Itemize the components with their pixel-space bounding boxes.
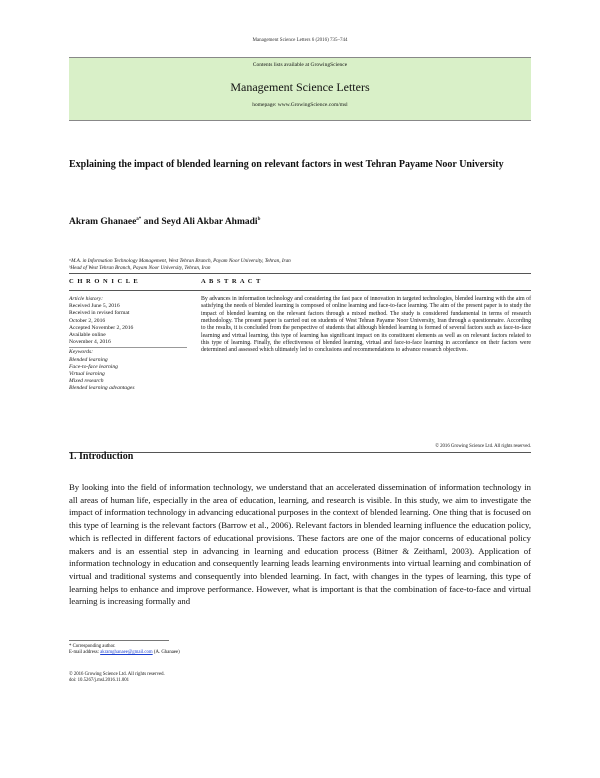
affiliation-b: ᵇHead of West Tehran Branch, Payam Noor University, Tehran, Iran bbox=[69, 265, 211, 271]
chronicle-heading: C H R O N I C L E bbox=[69, 278, 139, 285]
article-info bbox=[69, 296, 187, 393]
history-line: November 4, 2016 bbox=[69, 339, 111, 346]
email-line bbox=[69, 650, 369, 656]
affiliation-a: ᵃM.A. in Information Technology Management, West Tehran Branch, Payam Noor University, Tehran, Iran bbox=[69, 258, 291, 264]
corresponding-author-note: * Corresponding author. bbox=[69, 644, 116, 649]
abstract-heading: A B S T R A C T bbox=[201, 278, 262, 285]
keywords-divider bbox=[69, 347, 187, 348]
author-2: Seyd Ali Akbar Ahmadi bbox=[161, 217, 258, 228]
footnote bbox=[69, 644, 369, 656]
journal-homepage[interactable]: homepage: www.GrowingScience.com/msl bbox=[252, 102, 348, 108]
author-line bbox=[69, 217, 529, 227]
journal-title: Management Science Letters bbox=[230, 80, 370, 94]
email-label: E-mail address: bbox=[69, 650, 101, 656]
history-line: Received in revised format bbox=[69, 310, 130, 317]
running-head: Management Science Letters 6 (2016) 735–744 bbox=[252, 38, 348, 43]
divider-heads bbox=[69, 290, 531, 291]
abstract-copyright: © 2016 Growing Science Ltd. All rights reserved. bbox=[435, 444, 531, 449]
keyword-item: Blended learning advantages bbox=[69, 385, 135, 392]
footer-doi[interactable]: doi: 10.5267/j.msl.2016.11.001 bbox=[69, 678, 130, 684]
affiliations bbox=[69, 258, 529, 272]
history-line: Accepted November 2, 2016 bbox=[69, 324, 134, 331]
keyword-item: Mixed research bbox=[69, 378, 104, 385]
article-title: Explaining the impact of blended learning on relevant factors in west Tehran Payame Noor University bbox=[69, 159, 504, 170]
email-suffix: (A. Ghanaee) bbox=[152, 650, 180, 656]
abstract-text: By advances in information technology and considering the fast pace of innovation in targeted technologies, blended learning with the aim of satisfying the needs of blended learning is composed of online learning and face-to-face learning. The aim of the present paper is to study the impact of blended learning on the relevant factors through a mixed method. The study is considered fundamental in terms of research methodology. The present paper is carried out on students of West Tehran Payame Noor University, Iran through a questionnaire. According to the results, it is concluded from the perspective of students that although blended learning is formed of several factors such as face-to-face learning and virtual learning, this type of learning has significant impact on its constituent elements as well as on relevant factors related to this type of learning. Finally, the effectiveness of blended learning, virtual and face-to-face learning in accordance on their factors were determined and assessed which ultimately led to conclusions and recommendations to advance research objectives. bbox=[201, 296, 531, 354]
author-1-affil-mark: a* bbox=[136, 217, 142, 222]
history-line: Available online bbox=[69, 332, 106, 339]
divider-top bbox=[69, 273, 531, 274]
author-conjunction: and bbox=[141, 217, 162, 228]
author-2-affil-mark: b bbox=[257, 217, 261, 222]
footnote-divider bbox=[69, 640, 169, 641]
history-line: October 2, 2016 bbox=[69, 317, 106, 324]
contents-available-line: Contents lists available at GrowingScience bbox=[252, 62, 348, 68]
journal-banner bbox=[69, 57, 531, 121]
section-heading-introduction: 1. Introduction bbox=[69, 451, 134, 462]
author-1: Akram Ghanaee bbox=[69, 217, 137, 228]
introduction-paragraph: By looking into the field of information technology, we understand that an accelerated dissemination of information technology in all areas of human life, especially in the area of education, learning, and research is visible. In this study, we aim to investigate the impact of information technology in advancing educational purposes in the context of blended learning. One thing that is focused on this type of learning is the relevant factors (Barrow et al., 2006). Relevant factors in blended learning influence the education policy, which is reflected in different factors of educational provisions. These factors are one of the major concerns of educational policy makers and is an essential step in advancing in learning and education process (Bitner & Zeithaml, 2003). Application of information technology in education and consequently learning leads learning environments into virtual learning and combination of virtual and traditional systems and consequently into blended learning. In fact, with changes in the types of learning, this type of learning helps to enhance and improve performance. However, what is important is that the combination of face-to-face and virtual learning is increasing formally and bbox=[69, 482, 531, 607]
page-footer bbox=[69, 672, 369, 684]
divider-bottom bbox=[69, 452, 531, 453]
history-line: Received June 5, 2016 bbox=[69, 303, 120, 310]
keywords-label: Keywords: bbox=[69, 349, 94, 356]
keyword-item: Blended learning bbox=[69, 356, 108, 363]
article-history-label: Article history: bbox=[69, 296, 104, 302]
keyword-item: Virtual learning bbox=[69, 371, 105, 378]
keyword-item: Face-to-face learning bbox=[69, 363, 118, 370]
footer-copyright: © 2016 Growing Science Ltd. All rights reserved. bbox=[69, 672, 165, 677]
email-link[interactable]: akramghanaee@gmail.com bbox=[100, 650, 153, 656]
